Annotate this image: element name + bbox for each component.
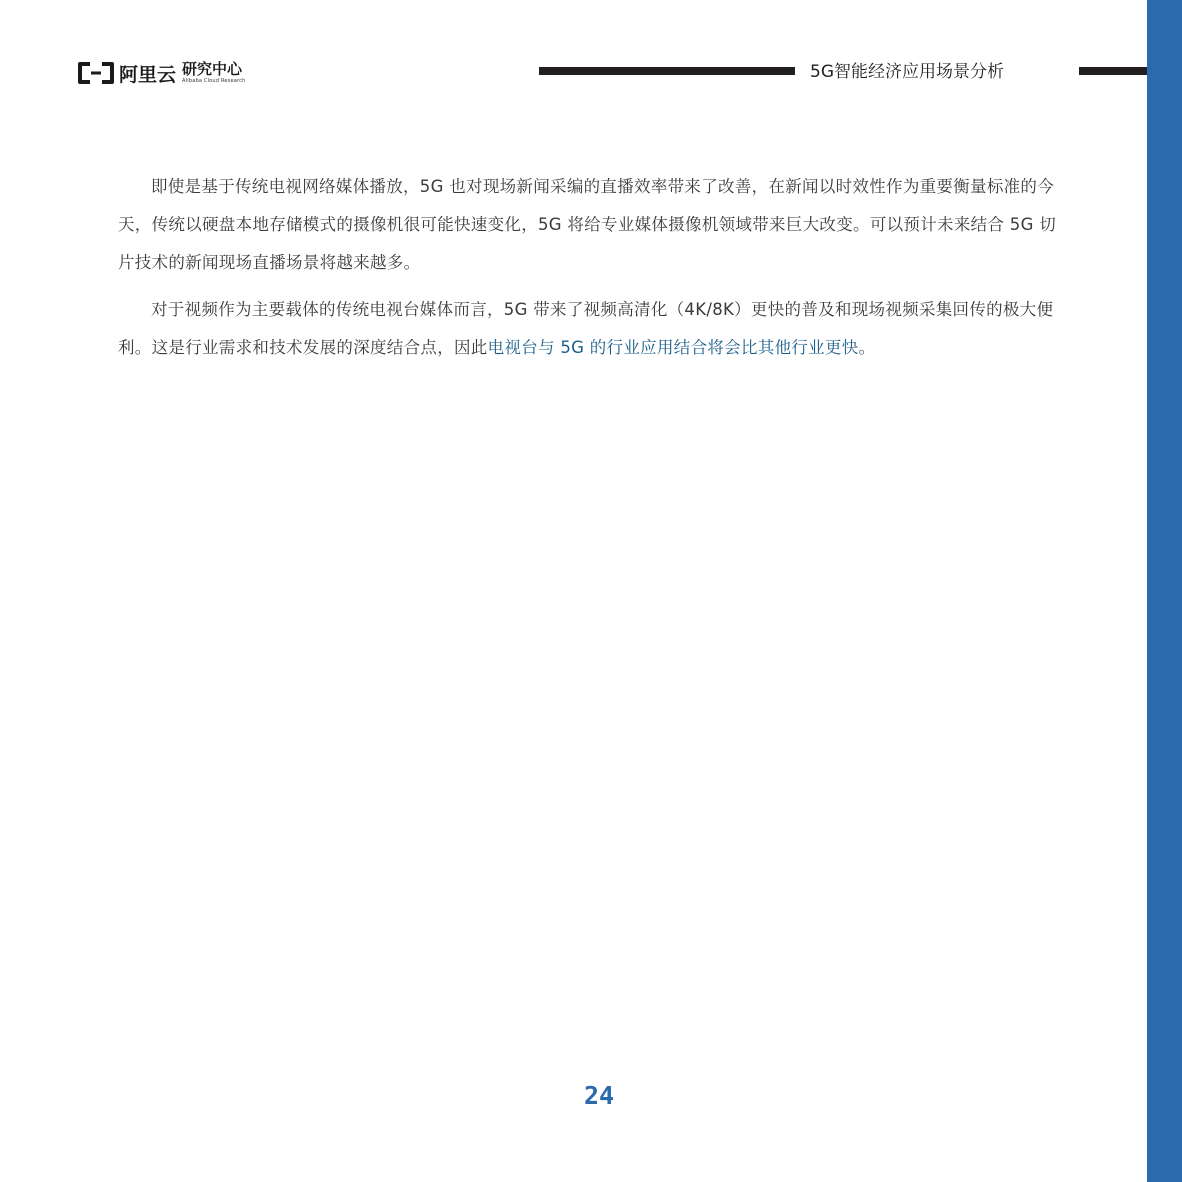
side-accent-stripe — [1147, 0, 1182, 1182]
logo-brand-text: 阿里云 — [119, 63, 177, 86]
alibaba-cloud-research-logo — [76, 58, 246, 88]
header-rule-right — [1079, 67, 1147, 75]
paragraph-2-tail: 。 — [858, 338, 876, 357]
document-title: 5G智能经济应用场景分析 — [810, 62, 1004, 82]
alibaba-cloud-logo-icon — [76, 60, 116, 86]
logo-department — [182, 62, 245, 84]
logo-department-cn: 研究中心 — [182, 60, 243, 78]
paragraph-1: 即使是基于传统电视网络媒体播放，5G 也对现场新闻采编的直播效率带来了改善，在新闻以时效性作为重要衡量标准的今天，传统以硬盘本地存储模式的摄像机很可能快速变化，5G 将给专业媒体摄像机领域带来巨大改变。可以预计未来结合 5G 切片技术的新闻现场直播场景将越来越多。 — [118, 177, 1057, 272]
page-number: 24 — [583, 1081, 615, 1110]
paragraph-2-lead: 对于视频作为主要载体的传统电视台媒体而言，5G 带来了视频高清化（4K/8K）更快的普及和现场视频采集回传的极大便利。这是行业需求和技术发展的深度结合点，因此 — [118, 300, 1054, 357]
body-content — [118, 168, 1068, 376]
paragraph-2-highlight: 电视台与 5G 的行业应用结合将会比其他行业更快 — [487, 338, 859, 357]
header-rule-left — [539, 67, 795, 75]
paragraph-2 — [118, 291, 1068, 367]
logo-department-en: Alibaba Cloud Research — [182, 78, 246, 84]
